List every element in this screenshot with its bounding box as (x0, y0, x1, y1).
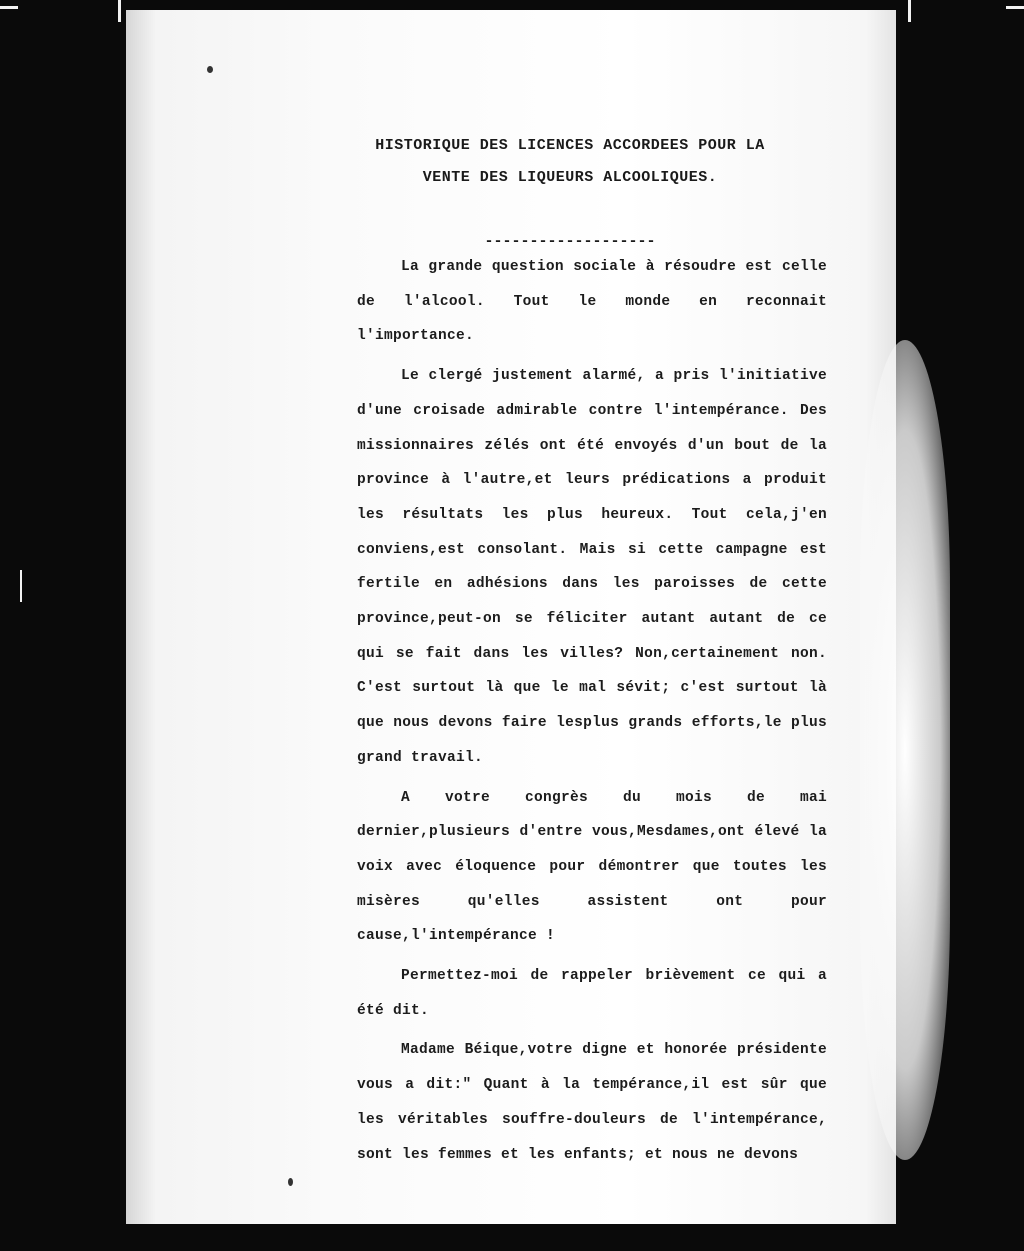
document-header (360, 130, 780, 258)
ink-speck (207, 66, 213, 73)
document-body (357, 250, 827, 1177)
scan-corner-mark (0, 6, 18, 9)
page-fold-shadow (860, 340, 950, 1160)
scan-side-mark (20, 570, 22, 602)
scan-corner-mark (1006, 6, 1024, 9)
paragraph: Le clergé justement alarmé, a pris l'initiative d'une croisade admirable contre l'intempérance. Des missionnaires zélés ont été envoyés d'un bout de la province à l'autre,et leurs prédications a produit les résultats les plus heureux. Tout cela,j'en conviens,est consolant. Mais si cette campagne est fertile en adhésions dans les paroisses de cette province,peut-on se féliciter autant autant de ce qui se fait dans les villes? Non,certainement non. C'est surtout là que le mal sévit; c'est surtout là que nous devons faire lesplus grands efforts,le plus grand travail. (357, 368, 827, 766)
scan-corner-mark (118, 0, 121, 22)
title-separator: ------------------- (484, 233, 656, 250)
paragraph: La grande question sociale à résoudre est celle de l'alcool. Tout le monde en reconnait l'importance. (357, 259, 827, 345)
paragraph: A votre congrès du mois de mai dernier,plusieurs d'entre vous,Mesdames,ont élevé la voix avec éloquence pour démontrer que toutes les misères qu'elles assistent ont pour cause,l'intempérance ! (357, 789, 827, 945)
paragraph: Madame Béique,votre digne et honorée présidente vous a dit:" Quant à la tempérance,il est sûr que les véritables souffre-douleurs de l'intempérance, sont les femmes et les enfants; et nous ne devons (357, 1042, 827, 1163)
document-title-line-1: HISTORIQUE DES LICENCES ACCORDEES POUR LA (375, 137, 765, 154)
document-title-line-2: VENTE DES LIQUEURS ALCOOLIQUES. (422, 169, 718, 186)
scan-corner-mark (908, 0, 911, 22)
ink-speck (288, 1178, 293, 1186)
paragraph: Permettez-moi de rappeler brièvement ce qui a été dit. (357, 968, 827, 1019)
